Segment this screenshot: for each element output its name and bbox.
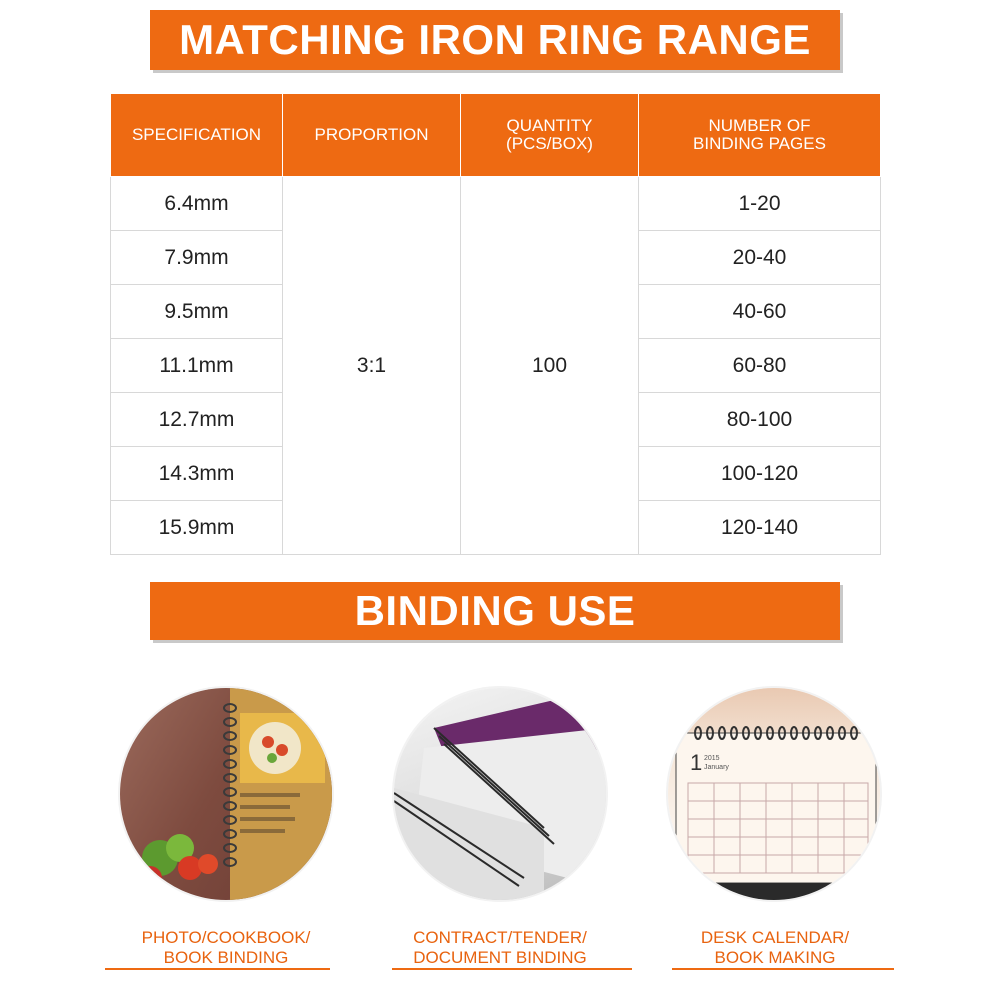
caption-line1: PHOTO/COOKBOOK/ bbox=[141, 928, 311, 947]
spec-cell: 14.3mm bbox=[111, 447, 283, 501]
table-header-row bbox=[111, 94, 881, 177]
quantity-cell: 100 bbox=[461, 177, 639, 555]
caption-line1: CONTRACT/TENDER/ bbox=[413, 928, 587, 947]
use-caption-cookbook bbox=[101, 928, 351, 968]
use-caption-document bbox=[375, 928, 625, 968]
document-illustration bbox=[394, 688, 606, 900]
iron-ring-spec-table bbox=[110, 93, 881, 555]
spec-cell: 11.1mm bbox=[111, 339, 283, 393]
header-quantity-line1: QUANTITY bbox=[506, 116, 593, 135]
header-binding-pages bbox=[639, 94, 881, 177]
spec-cell: 15.9mm bbox=[111, 501, 283, 555]
caption-underline bbox=[392, 968, 632, 970]
calendar-year: 2015 bbox=[704, 755, 720, 762]
calendar-month-number: 1 bbox=[690, 750, 703, 775]
caption-underline bbox=[672, 968, 894, 970]
document-binding-photo bbox=[394, 688, 606, 900]
header-quantity-line2: (PCS/BOX) bbox=[506, 134, 593, 153]
calendar-month-name: January bbox=[704, 764, 729, 771]
caption-line2: BOOK BINDING bbox=[163, 948, 289, 967]
cookbook-illustration bbox=[120, 688, 332, 900]
spec-cell: 12.7mm bbox=[111, 393, 283, 447]
caption-line2: BOOK MAKING bbox=[714, 948, 836, 967]
pages-cell: 40-60 bbox=[639, 285, 881, 339]
header-proportion: PROPORTION bbox=[283, 94, 461, 177]
proportion-cell: 3:1 bbox=[283, 177, 461, 555]
header-specification: SPECIFICATION bbox=[111, 94, 283, 177]
header-pages-line1: NUMBER OF bbox=[708, 116, 811, 135]
pages-cell: 1-20 bbox=[639, 177, 881, 231]
title-banner-iron-ring-range: MATCHING IRON RING RANGE bbox=[150, 10, 840, 70]
spec-cell: 7.9mm bbox=[111, 231, 283, 285]
cookbook-binding-photo bbox=[120, 688, 332, 900]
pages-cell: 20-40 bbox=[639, 231, 881, 285]
pages-cell: 120-140 bbox=[639, 501, 881, 555]
use-caption-calendar bbox=[650, 928, 900, 968]
table-row bbox=[111, 177, 881, 231]
caption-line2: DOCUMENT BINDING bbox=[413, 948, 587, 967]
title-banner-binding-use: BINDING USE bbox=[150, 582, 840, 640]
desk-calendar-photo bbox=[668, 688, 880, 900]
pages-cell: 60-80 bbox=[639, 339, 881, 393]
caption-underline bbox=[105, 968, 330, 970]
spec-cell: 9.5mm bbox=[111, 285, 283, 339]
pages-cell: 80-100 bbox=[639, 393, 881, 447]
calendar-illustration bbox=[668, 688, 880, 900]
header-pages-line2: BINDING PAGES bbox=[693, 134, 826, 153]
caption-line1: DESK CALENDAR/ bbox=[700, 928, 850, 947]
pages-cell: 100-120 bbox=[639, 447, 881, 501]
header-quantity bbox=[461, 94, 639, 177]
spec-cell: 6.4mm bbox=[111, 177, 283, 231]
